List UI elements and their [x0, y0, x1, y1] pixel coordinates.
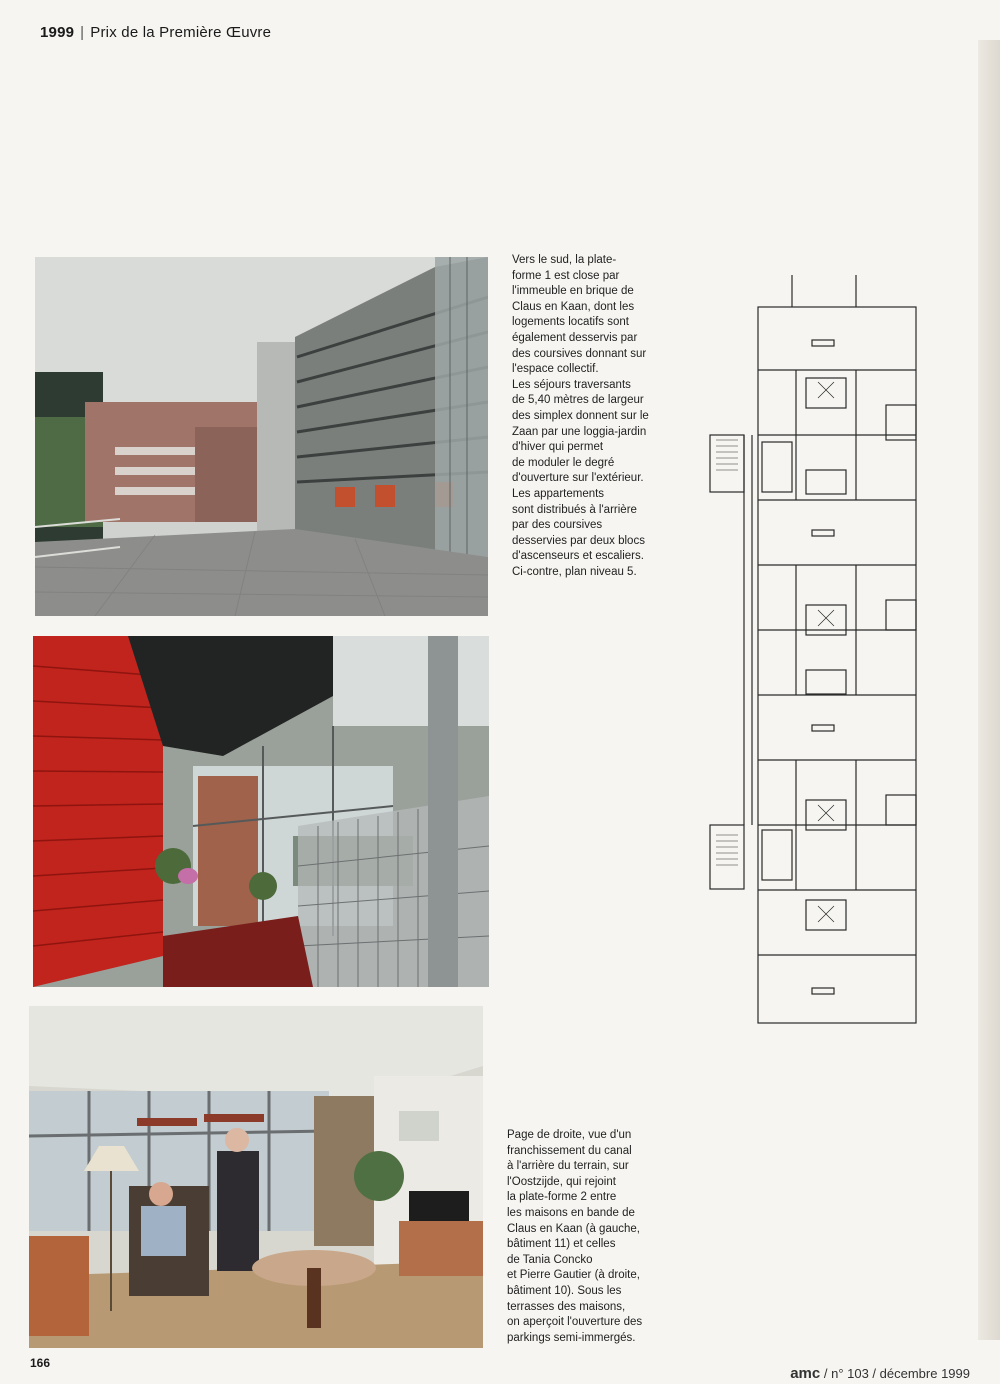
photo-courtyard [35, 257, 488, 616]
page-edge [978, 40, 1000, 1340]
photo-loggia [33, 636, 489, 987]
header-separator: | [80, 24, 85, 41]
page-header [40, 24, 271, 41]
floor-plan [706, 270, 928, 1030]
photo-interior [29, 1006, 483, 1348]
caption-top: Vers le sud, la plate- forme 1 est close par l'immeuble en brique de Claus en Kaan, dont les logements locatifs sont également desservis par des coursives donnant sur l'espace collectif. Les séjours traversants de 5,40 mètres de largeur des simplex donnent sur le Zaan par une loggia-jardin d'hiver qui permet de moduler le degré d'ouverture sur l'extérieur. Les appartements sont distribués à l'arrière par des coursives desservies par deux blocs d'ascenseurs et escaliers. Ci-contre, plan niveau 5. [512, 254, 649, 578]
header-year: 1999 [40, 24, 75, 41]
header-title: Prix de la Première Œuvre [90, 24, 272, 41]
page-number: 166 [30, 1356, 51, 1370]
footer-brand: amc [790, 1365, 821, 1382]
caption-bottom: Page de droite, vue d'un franchissement du canal à l'arrière du terrain, sur l'Oostzijde, qui rejoint la plate-forme 2 entre les maisons en bande de Claus en Kaan (à gauche, bâtiment 11) et celles de Tania Concko et Pierre Gautier (à droite, bâtiment 10). Sous les terrasses des maisons, on aperçoit l'ouverture des parkings semi-immergés. [507, 1129, 643, 1344]
footer-issue [790, 1365, 970, 1382]
footer-issue-text: / n° 103 / décembre 1999 [823, 1366, 970, 1381]
